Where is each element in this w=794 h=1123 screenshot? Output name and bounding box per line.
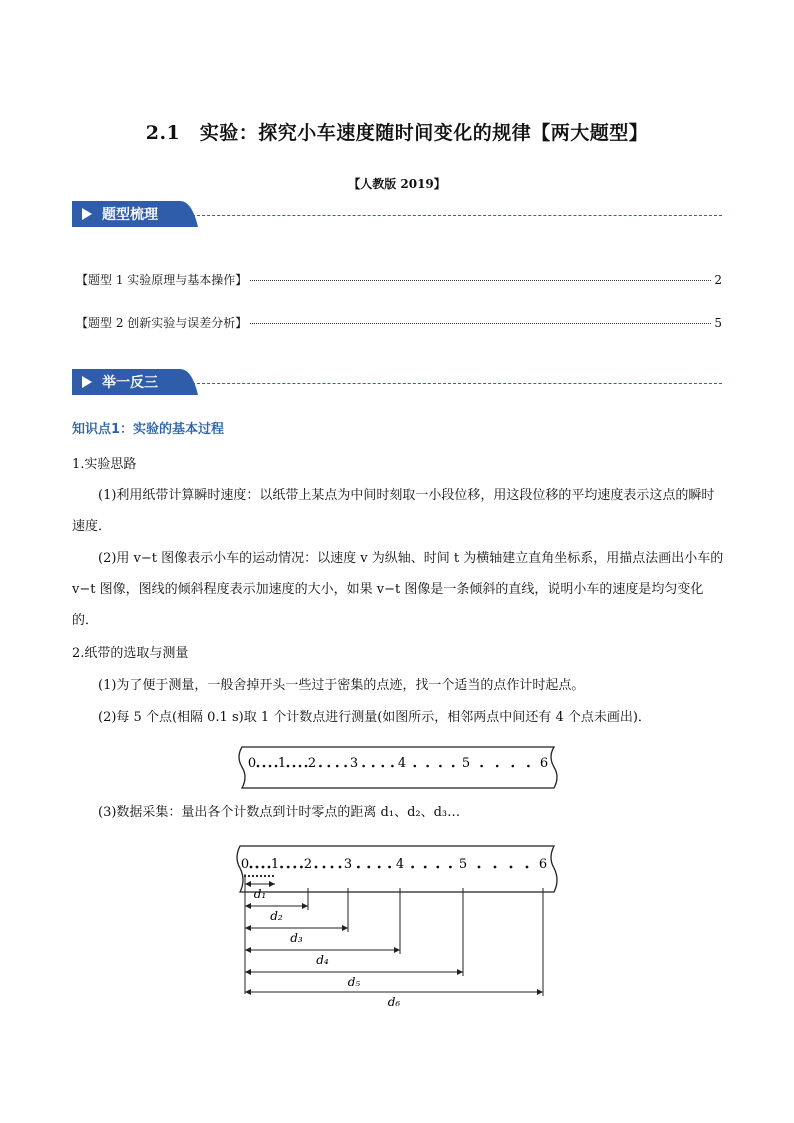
banner-divider bbox=[192, 383, 722, 384]
tape-dot bbox=[414, 765, 417, 768]
tape-dot bbox=[319, 765, 322, 768]
tape-label: 2 bbox=[303, 857, 313, 872]
distance-label: d₁ bbox=[253, 887, 267, 901]
toc-item-1[interactable] bbox=[76, 271, 722, 288]
tape-label: 1 bbox=[277, 756, 287, 771]
arrow-left-icon bbox=[245, 903, 251, 909]
tape-figure-1 bbox=[236, 745, 562, 791]
toc-leader bbox=[250, 280, 711, 281]
paragraph-2: (2)用 v−t 图像表示小车的运动情况：以速度 v 为纵轴、时间 t 为横轴建立直角坐标系，用描点法画出小车的 v−t 图像，图线的倾斜程度表示加速度的大小，如果 v−t 图像是一条倾斜的直线，说明小车的速度是均匀变化的． bbox=[72, 551, 724, 628]
tape-dot bbox=[439, 765, 442, 768]
tape-dot bbox=[293, 866, 296, 869]
tape-dot bbox=[424, 866, 427, 869]
section-title-examples: 举一反三 bbox=[102, 375, 158, 391]
tape-dot bbox=[280, 866, 283, 869]
tape-label: 0 bbox=[247, 756, 257, 771]
paragraph-3: (1)为了便于测量，一般舍掉开头一些过于密集的点迹，找一个适当的点作计时起点。 bbox=[98, 678, 585, 693]
arrow-right-icon bbox=[537, 989, 543, 995]
tape-dot bbox=[478, 866, 481, 869]
section-title-topics: 题型梳理 bbox=[102, 207, 158, 223]
distance-label: d₅ bbox=[347, 975, 361, 989]
arrow-left-icon bbox=[245, 925, 251, 931]
tape-dot bbox=[287, 866, 290, 869]
tape-label: 4 bbox=[397, 756, 407, 771]
tape-label: 5 bbox=[458, 857, 468, 872]
toc-item-label: 【题型 1 实验原理与基本操作】 bbox=[76, 273, 248, 287]
tape-dot bbox=[328, 765, 331, 768]
tape-dot bbox=[268, 866, 271, 869]
arrow-left-icon bbox=[245, 969, 251, 975]
tape-label: 0 bbox=[240, 857, 250, 872]
tape-dot bbox=[299, 765, 302, 768]
page-title: 2.1 实验：探究小车速度随时间变化的规律【两大题型】 bbox=[145, 122, 649, 144]
section-banner-topics bbox=[72, 201, 722, 227]
tape-dot bbox=[260, 875, 262, 877]
tape-dot bbox=[256, 866, 259, 869]
tape-label: 6 bbox=[539, 756, 549, 771]
paragraph-4: (2)每 5 个点(相隔 0.1 s)取 1 个计数点进行测量(如图所示，相邻两点中间还有 4 个点未画出)． bbox=[98, 710, 651, 725]
tape-dot bbox=[275, 765, 278, 768]
tape-label: 3 bbox=[343, 857, 353, 872]
tape-dot bbox=[378, 866, 381, 869]
tape-dot bbox=[510, 866, 513, 869]
tape-dot bbox=[372, 765, 375, 768]
subheading-2: 2.纸带的选取与测量 bbox=[72, 646, 189, 661]
tape-dot bbox=[339, 866, 342, 869]
tape-label: 2 bbox=[307, 756, 317, 771]
tape-dot bbox=[512, 765, 515, 768]
tape-dot bbox=[527, 765, 530, 768]
tape-dot bbox=[449, 866, 452, 869]
distance-label: d₄ bbox=[316, 953, 329, 967]
tape-dot bbox=[382, 765, 385, 768]
tape-dot bbox=[331, 866, 334, 869]
tape-dot bbox=[268, 875, 270, 877]
tape-dot bbox=[263, 765, 266, 768]
tape-dot bbox=[496, 765, 499, 768]
tape-label: 3 bbox=[349, 756, 359, 771]
tape-dot bbox=[362, 765, 365, 768]
tape-dot bbox=[250, 866, 253, 869]
tape-dot bbox=[357, 866, 360, 869]
tape-dot bbox=[480, 765, 483, 768]
edition-label: 【人教版 2019】 bbox=[348, 177, 446, 191]
tape-dot bbox=[262, 866, 265, 869]
tape-dot bbox=[315, 866, 318, 869]
knowledge-heading: 知识点1：实验的基本过程 bbox=[72, 422, 225, 437]
tape-dot bbox=[272, 875, 274, 877]
toc-leader bbox=[250, 323, 711, 324]
distance-label: d₆ bbox=[387, 995, 401, 1009]
tape-dot bbox=[293, 765, 296, 768]
tape-figure-2 bbox=[232, 844, 564, 1016]
tape-dot bbox=[269, 765, 272, 768]
arrow-left-icon bbox=[245, 947, 251, 953]
tape-dot bbox=[411, 866, 414, 869]
arrow-left-icon bbox=[245, 881, 251, 887]
tape-dot bbox=[300, 866, 303, 869]
tape-dot bbox=[391, 765, 394, 768]
tape-dot bbox=[436, 866, 439, 869]
tape-dot bbox=[426, 765, 429, 768]
tape-dot bbox=[367, 866, 370, 869]
tape-dot bbox=[344, 765, 347, 768]
tape-dot bbox=[336, 765, 339, 768]
tape-dot bbox=[287, 765, 290, 768]
arrow-right-icon bbox=[457, 969, 463, 975]
toc-item-2[interactable] bbox=[76, 314, 722, 331]
distance-label: d₂ bbox=[270, 909, 283, 923]
toc-item-label: 【题型 2 创新实验与误差分析】 bbox=[76, 316, 248, 330]
arrow-left-icon bbox=[245, 989, 251, 995]
tape-dot bbox=[256, 875, 258, 877]
paragraph-5: (3)数据采集：量出各个计数点到计时零点的距离 d₁、d₂、d₃… bbox=[98, 805, 461, 820]
toc-item-page: 2 bbox=[714, 273, 722, 287]
tape-dot bbox=[526, 866, 529, 869]
distance-label: d₃ bbox=[290, 931, 303, 945]
tape-dot bbox=[388, 866, 391, 869]
tape-dot bbox=[257, 765, 260, 768]
paragraph-1: (1)利用纸带计算瞬时速度：以纸带上某点为中间时刻取一小段位移，用这段位移的平均速度表示这点的瞬时速度． bbox=[72, 488, 715, 534]
tape-label: 6 bbox=[538, 857, 548, 872]
tape-label: 1 bbox=[270, 857, 280, 872]
toc-item-page: 5 bbox=[714, 316, 722, 330]
arrow-right-icon bbox=[302, 903, 308, 909]
tape-dot bbox=[264, 875, 266, 877]
tape-dot bbox=[305, 765, 308, 768]
arrow-right-icon bbox=[394, 947, 400, 953]
tape-dot bbox=[323, 866, 326, 869]
banner-divider bbox=[192, 215, 722, 216]
tape-dot bbox=[452, 765, 455, 768]
tape-label: 5 bbox=[461, 756, 471, 771]
tape-dot bbox=[248, 875, 250, 877]
tape-dot bbox=[252, 875, 254, 877]
subheading-1: 1.实验思路 bbox=[72, 457, 137, 472]
tape-dot bbox=[494, 866, 497, 869]
tape-label: 4 bbox=[395, 857, 405, 872]
arrow-right-icon bbox=[342, 925, 348, 931]
section-banner-examples bbox=[72, 369, 722, 395]
arrow-right-icon bbox=[269, 881, 275, 887]
